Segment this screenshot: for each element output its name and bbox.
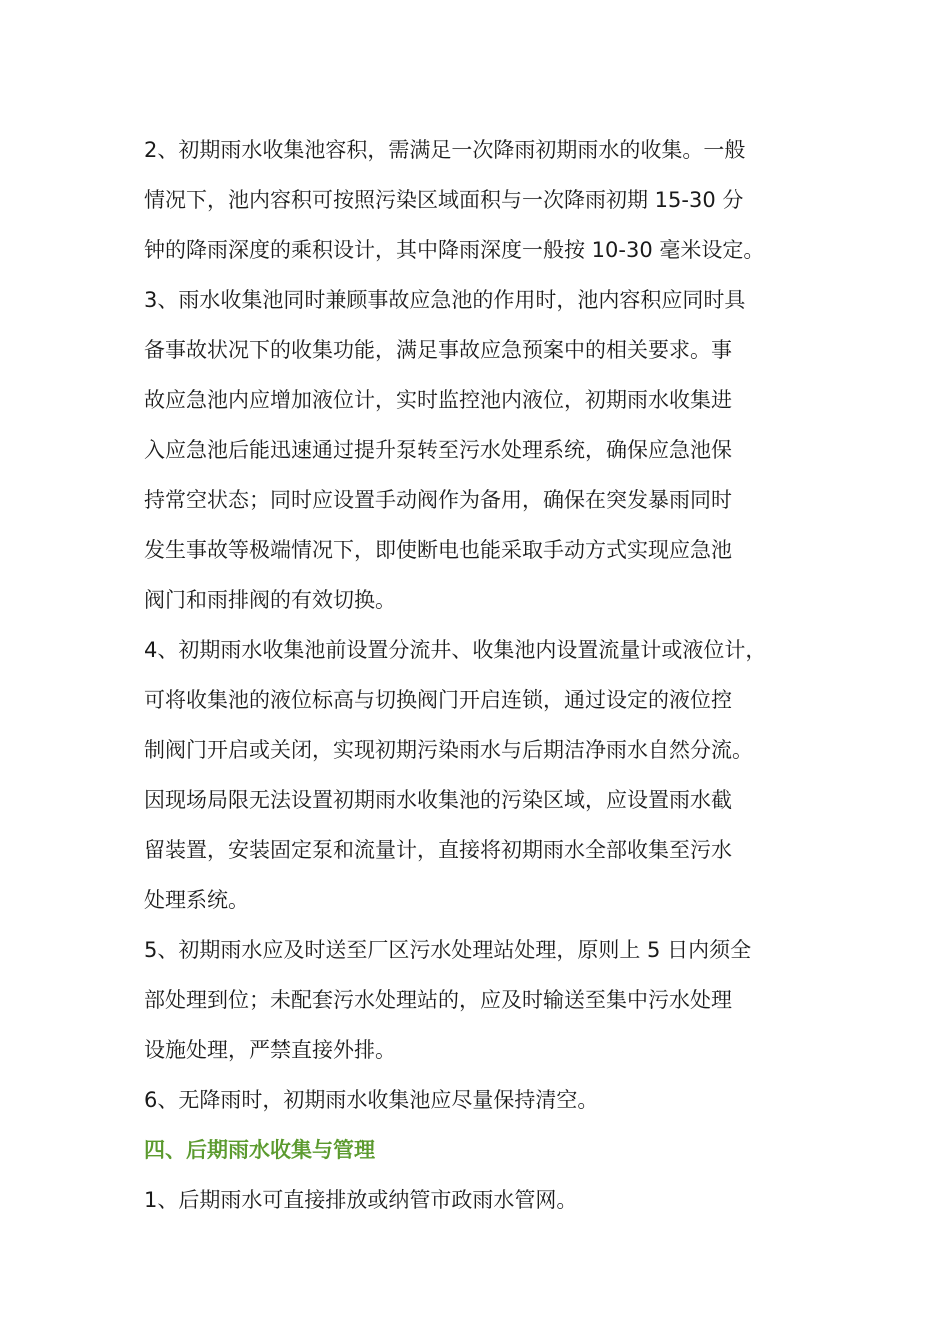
text-line: 设施处理，严禁直接外排。 (144, 1038, 396, 1062)
text-line: 2、初期雨水收集池容积，需满足一次降雨初期雨水的收集。一般 (144, 138, 746, 162)
text-line: 故应急池内应增加液位计，实时监控池内液位，初期雨水收集进 (144, 388, 732, 412)
text-line: 情况下，池内容积可按照污染区域面积与一次降雨初期 15-30 分 (144, 188, 744, 212)
text-line: 可将收集池的液位标高与切换阀门开启连锁，通过设定的液位控 (144, 688, 732, 712)
text-line: 处理系统。 (144, 888, 249, 912)
text-line: 因现场局限无法设置初期雨水收集池的污染区域，应设置雨水截 (144, 788, 732, 812)
text-line: 阀门和雨排阀的有效切换。 (144, 588, 396, 612)
text-line: 发生事故等极端情况下，即使断电也能采取手动方式实现应急池 (144, 538, 732, 562)
text-line: 3、雨水收集池同时兼顾事故应急池的作用时，池内容积应同时具 (144, 288, 746, 312)
section-heading: 四、后期雨水收集与管理 (144, 1138, 375, 1162)
text-line: 钟的降雨深度的乘积设计，其中降雨深度一般按 10-30 毫米设定。 (144, 238, 765, 262)
text-line: 持常空状态；同时应设置手动阀作为备用，确保在突发暴雨同时 (144, 488, 732, 512)
text-line: 留装置，安装固定泵和流量计，直接将初期雨水全部收集至污水 (144, 838, 732, 862)
text-line: 入应急池后能迅速通过提升泵转至污水处理系统，确保应急池保 (144, 438, 732, 462)
text-line: 1、后期雨水可直接排放或纳管市政雨水管网。 (144, 1188, 578, 1212)
document-body (144, 125, 834, 1225)
text-line: 4、初期雨水收集池前设置分流井、收集池内设置流量计或液位计， (144, 638, 767, 662)
text-line: 部处理到位；未配套污水处理站的，应及时输送至集中污水处理 (144, 988, 732, 1012)
text-line: 6、无降雨时，初期雨水收集池应尽量保持清空。 (144, 1088, 599, 1112)
text-line: 备事故状况下的收集功能，满足事故应急预案中的相关要求。事 (144, 338, 732, 362)
text-line: 5、初期雨水应及时送至厂区污水处理站处理，原则上 5 日内须全 (144, 938, 752, 962)
text-line: 制阀门开启或关闭，实现初期污染雨水与后期洁净雨水自然分流。 (144, 738, 753, 762)
